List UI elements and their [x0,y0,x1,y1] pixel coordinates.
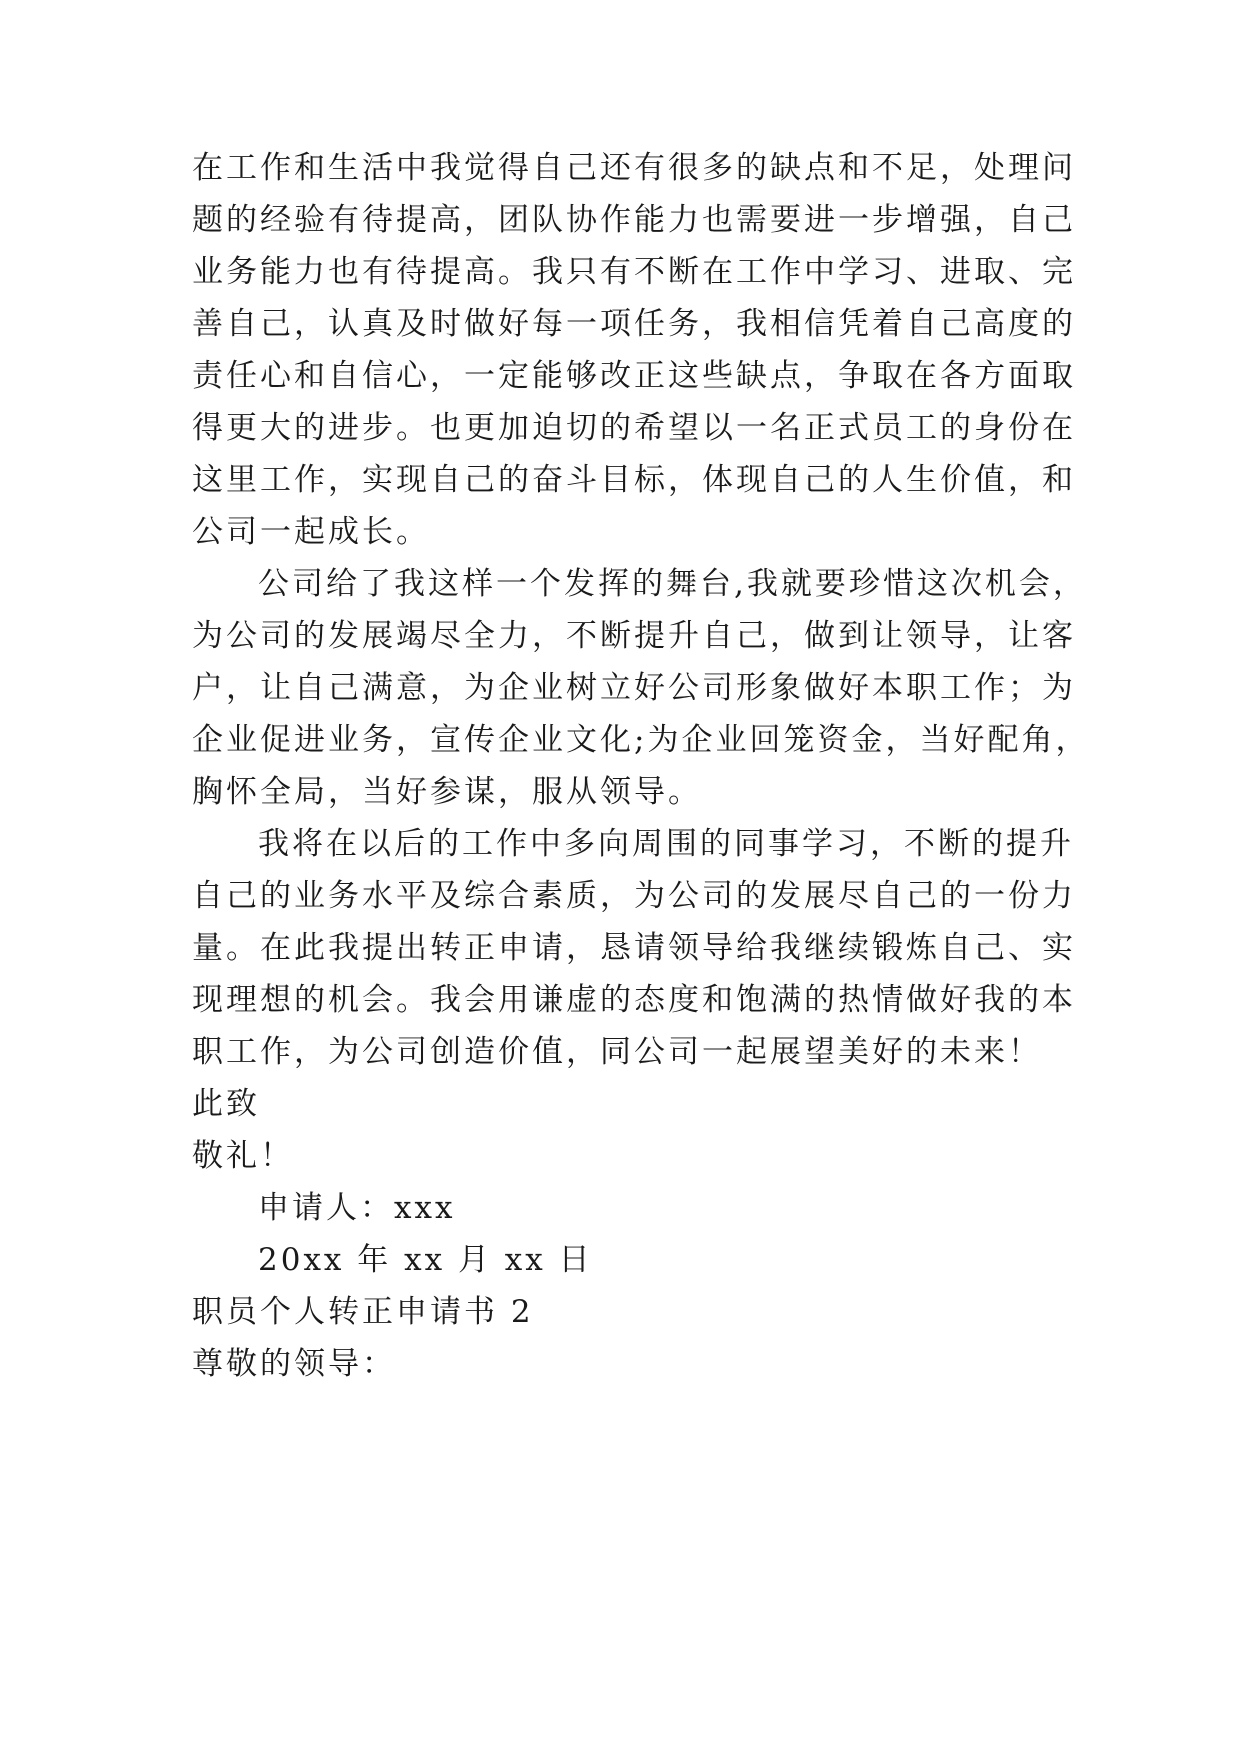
paragraph-line: 我将在以后的工作中多向周围的同事学习，不断的提升 [258,826,1074,862]
application-date: 20xx 年 xx 月 xx 日 [258,1242,593,1278]
paragraph-line: 现理想的机会。我会用谦虚的态度和饱满的热情做好我的本 [192,982,1076,1018]
paragraph-line: 公司给了我这样一个发挥的舞台,我就要珍惜这次机会， [258,566,1087,602]
paragraph-line: 题的经验有待提高，团队协作能力也需要进一步增强，自己 [192,202,1076,238]
closing-jing-li: 敬礼！ [192,1138,294,1174]
paragraph-line: 职工作，为公司创造价值，同公司一起展望美好的未来！ [192,1034,1042,1070]
paragraph-line: 得更大的进步。也更加迫切的希望以一名正式员工的身份在 [192,410,1076,446]
paragraph-line: 胸怀全局，当好参谋，服从领导。 [192,774,702,810]
paragraph-line: 这里工作，实现自己的奋斗目标，体现自己的人生价值，和 [192,462,1076,498]
salutation: 尊敬的领导： [192,1346,396,1382]
paragraph-line: 善自己，认真及时做好每一项任务，我相信凭着自己高度的 [192,306,1076,342]
paragraph-line: 量。在此我提出转正申请，恳请领导给我继续锻炼自己、实 [192,930,1076,966]
closing-ci-zhi: 此致 [192,1086,260,1122]
paragraph-line: 在工作和生活中我觉得自己还有很多的缺点和不足，处理问 [192,150,1076,186]
paragraph-line: 业务能力也有待提高。我只有不断在工作中学习、进取、完 [192,254,1076,290]
paragraph-line: 企业促进业务，宣传企业文化;为企业回笼资金，当好配角， [192,722,1090,758]
paragraph-line: 自己的业务水平及综合素质，为公司的发展尽自己的一份力 [192,878,1076,914]
paragraph-line: 责任心和自信心，一定能够改正这些缺点，争取在各方面取 [192,358,1076,394]
paragraph-line: 为公司的发展竭尽全力，不断提升自己，做到让领导，让客 [192,618,1076,654]
paragraph-line: 户，让自己满意，为企业树立好公司形象做好本职工作；为 [192,670,1076,706]
applicant-signature: 申请人：xxx [258,1190,456,1226]
document-title: 职员个人转正申请书 2 [192,1294,534,1330]
paragraph-line: 公司一起成长。 [192,514,430,550]
